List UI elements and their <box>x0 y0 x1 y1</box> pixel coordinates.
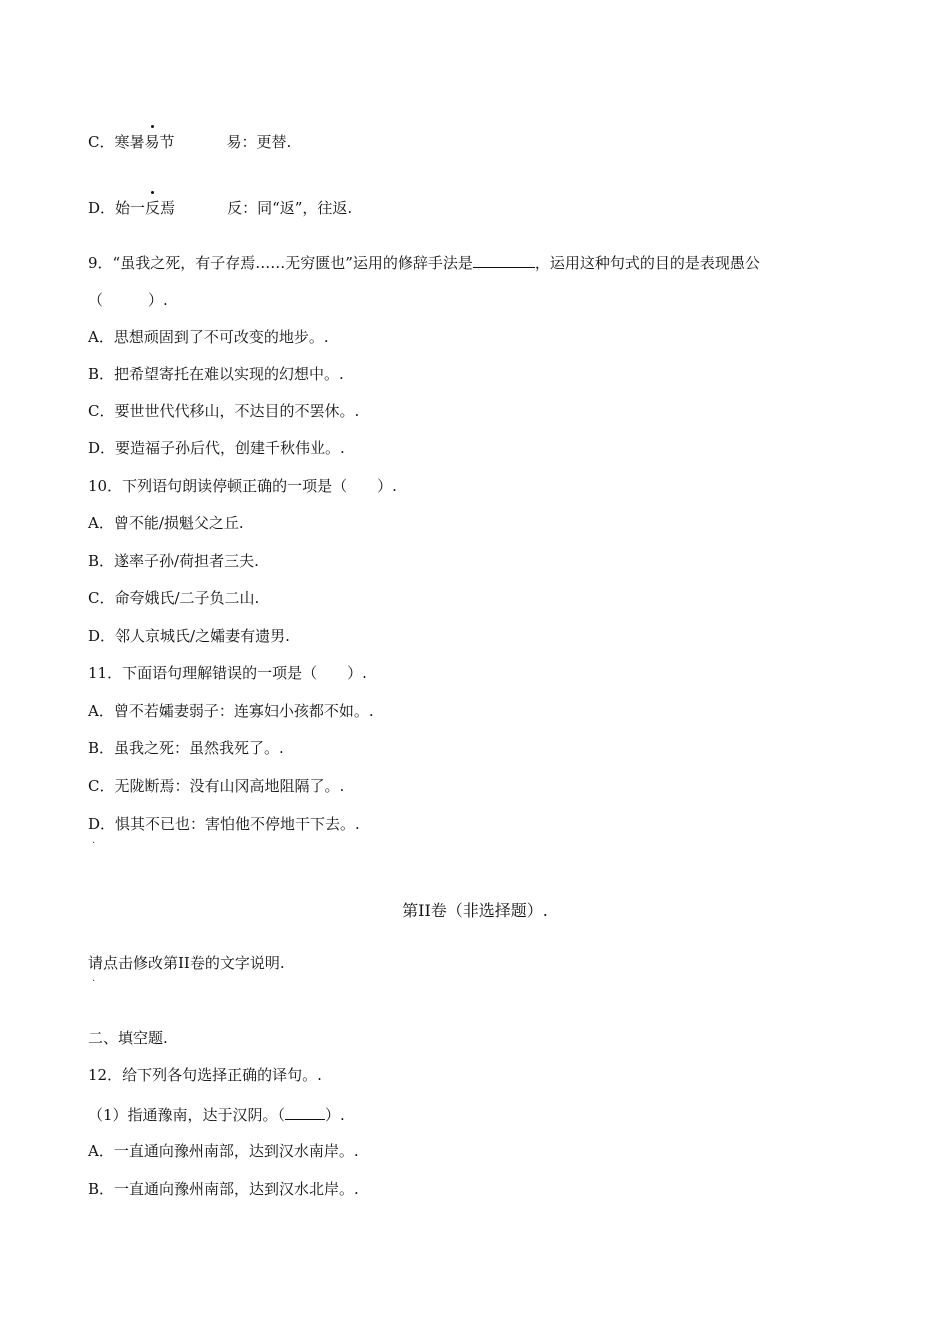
q9-stem-part-b: ，运用这种句式的目的是表现愚公 <box>534 254 760 272</box>
q8-option-c <box>88 132 291 152</box>
emphasis-dotted-char: 反 <box>145 199 161 217</box>
q9-stem-part-a: 9．“虽我之死，有子存焉……无穷匮也”运用的修辞手法是 <box>88 254 473 272</box>
q10-option-b: B．遂率子孙/荷担者三夫. <box>88 552 259 570</box>
section-note: 请点击修改第II卷的文字说明. <box>88 954 285 972</box>
emphasis-dotted-char: 易 <box>144 133 160 151</box>
q12-stem: 12．给下列各句选择正确的译句。. <box>88 1066 322 1084</box>
q9-option-d: D．要造福子孙后代，创建千秋伟业。. <box>88 439 345 457</box>
q9-answer-paren: （ ）. <box>88 291 168 309</box>
q9-option-a: A．思想顽固到了不可改变的地步。. <box>88 328 329 346</box>
q11-option-a: A．曾不若孀妻弱子：连寡妇小孩都不如。. <box>88 702 374 720</box>
q11-option-b: B．虽我之死：虽然我死了。. <box>88 739 284 757</box>
q9-option-b: B．把希望寄托在难以实现的幻想中。. <box>88 365 344 383</box>
option-gloss: 易：更替. <box>226 133 292 151</box>
q11-stem: 11．下面语句理解错误的一项是（ ）. <box>88 664 367 682</box>
q9-stem <box>88 251 760 271</box>
q10-option-a: A．曾不能/损魁父之丘. <box>88 514 244 532</box>
option-text-pre: 寒暑 <box>114 133 145 151</box>
section-heading: 二、填空题. <box>88 1029 168 1047</box>
option-text-pre: 始一 <box>115 199 146 217</box>
paragraph-mark: · <box>92 838 96 849</box>
q8-option-d <box>88 198 352 218</box>
answer-blank <box>285 1103 325 1120</box>
q12-sub1: （1）指通豫南，达于汉阴。（ ）. <box>88 1103 345 1123</box>
q11-option-d: D．惧其不已也：害怕他不停地干下去。. <box>88 815 360 833</box>
answer-blank <box>473 251 535 268</box>
q11-option-c: C．无陇断焉：没有山冈高地阻隔了。. <box>88 777 345 795</box>
section-title: 第II卷（非选择题）. <box>402 901 548 920</box>
q10-option-c: C．命夸娥氏/二子负二山. <box>88 589 260 607</box>
q10-stem: 10．下列语句朗读停顿正确的一项是（ ）. <box>88 477 397 495</box>
q12-option-b: B．一直通向豫州南部，达到汉水北岸。. <box>88 1180 359 1198</box>
option-gloss: 反：同“返”，往返. <box>227 199 353 217</box>
option-text-post: 焉 <box>160 199 176 217</box>
q12-option-a: A．一直通向豫州南部，达到汉水南岸。. <box>88 1142 359 1160</box>
option-text-post: 节 <box>159 133 175 151</box>
q9-option-c: C．要世世代代移山，不达目的不罢休。. <box>88 402 360 420</box>
option-label: C． <box>88 133 115 151</box>
paragraph-mark: · <box>92 976 96 987</box>
q10-option-d: D．邻人京城氏/之孀妻有遗男. <box>88 627 290 645</box>
option-label: D． <box>88 199 116 217</box>
